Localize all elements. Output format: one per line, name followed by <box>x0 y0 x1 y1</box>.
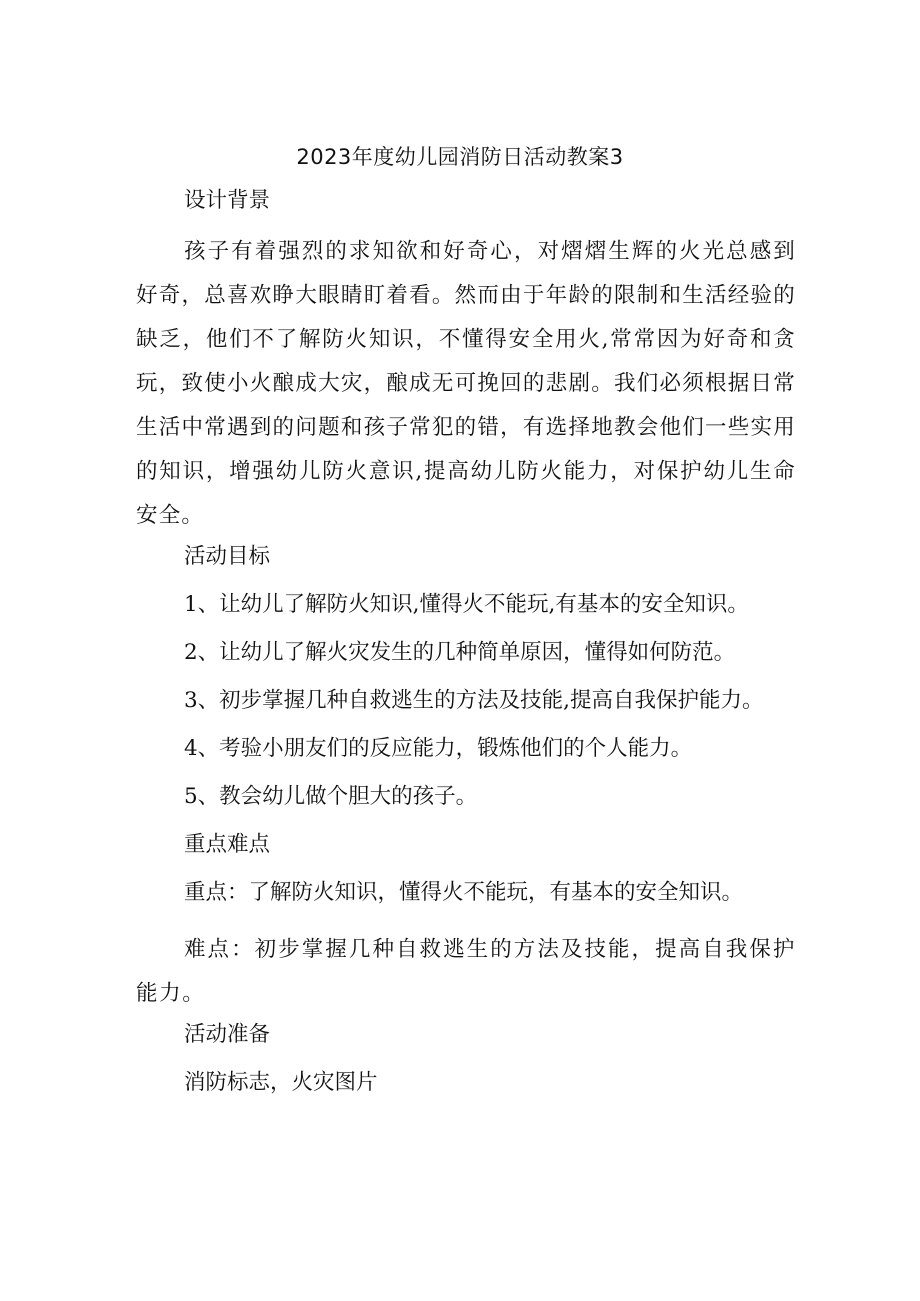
difficult-point-paragraph: 难点：初步掌握几种自救逃生的方法及技能，提高自我保护能力。 <box>136 937 796 1006</box>
list-item: 1、让幼儿了解防火知识,懂得火不能玩,有基本的安全知识。 <box>184 592 749 617</box>
background-paragraph: 孩子有着强烈的求知欲和好奇心，对熠熠生辉的火光总感到好奇，总喜欢睁大眼睛盯着看。然而由于年龄的限制和生活经验的缺乏，他们不了解防火知识，不懂得安全用火,常常因为好奇和贪玩，致使小火酿成大灾，酿成无可挽回的悲剧。我们必须根据日常生活中常遇到的问题和孩子常犯的错，有选择地教会他们一些实用的知识，增强幼儿防火意识,提高幼儿防火能力，对保护幼儿生命安全。 <box>136 239 796 528</box>
document-body <box>136 182 796 1102</box>
section-heading-goals: 活动目标 <box>184 544 271 569</box>
list-item: 5、教会幼儿做个胆大的孩子。 <box>184 784 478 809</box>
section-heading-key-points: 重点难点 <box>184 832 271 857</box>
preparation-text: 消防标志，火灾图片 <box>184 1070 378 1095</box>
section-heading-preparation: 活动准备 <box>184 1022 271 1047</box>
document-title: 2023年度幼儿园消防日活动教案3 <box>296 145 624 169</box>
key-point-text: 重点：了解防火知识，懂得火不能玩，有基本的安全知识。 <box>184 880 744 905</box>
section-heading-background: 设计背景 <box>184 188 271 213</box>
list-item: 4、考验小朋友们的反应能力，锻炼他们的个人能力。 <box>184 736 693 761</box>
list-item: 2、让幼儿了解火灾发生的几种简单原因，懂得如何防范。 <box>184 640 736 665</box>
goals-list <box>136 586 796 816</box>
list-item: 3、初步掌握几种自救逃生的方法及技能,提高自我保护能力。 <box>184 688 764 713</box>
